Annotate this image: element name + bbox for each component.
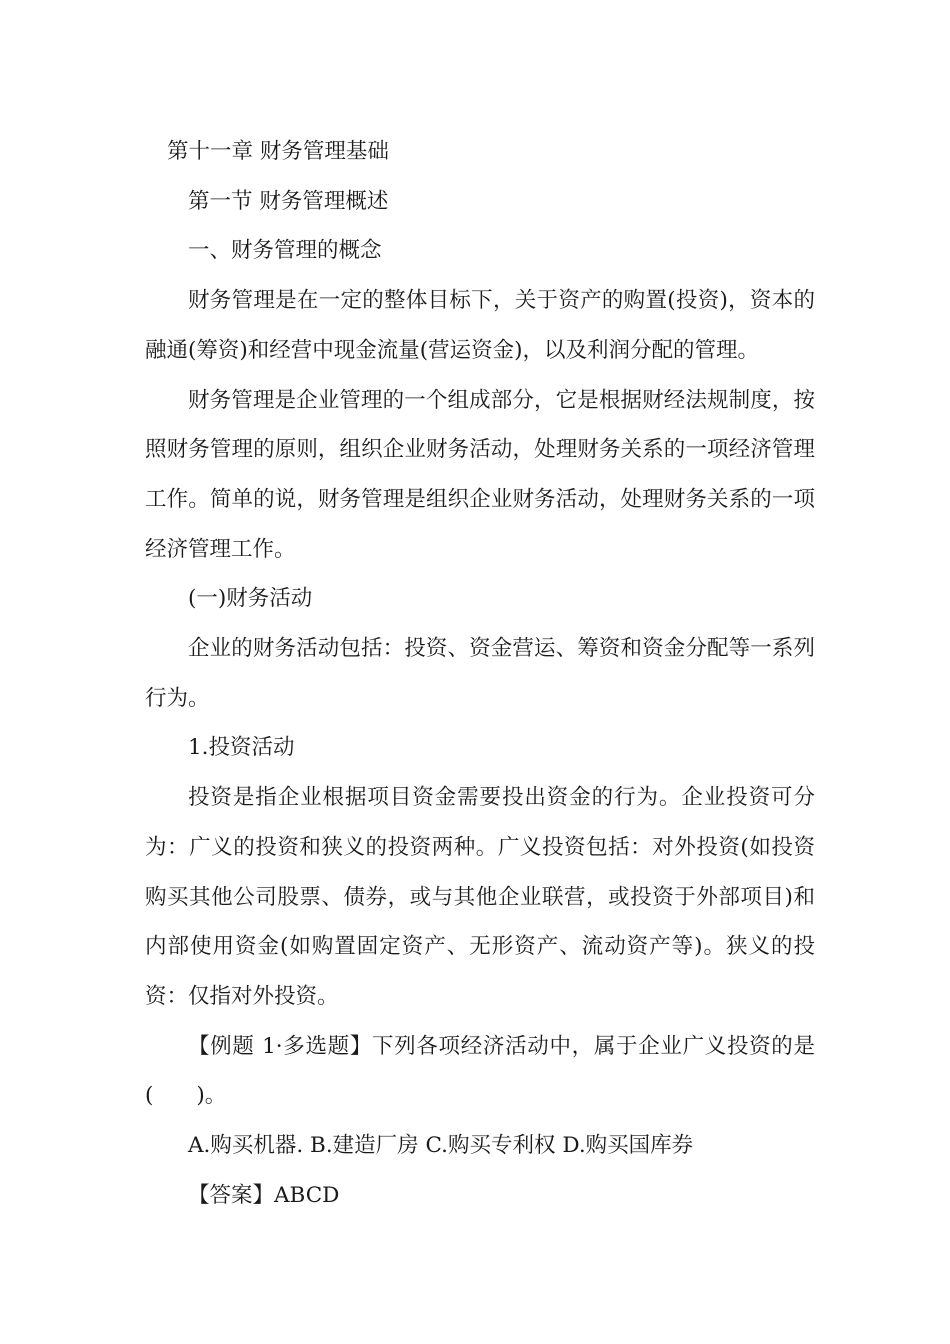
document-body xyxy=(145,127,815,1220)
sub-heading: (一)财务活动 xyxy=(188,586,313,612)
example-question: 【例题 1·多选题】下列各项经济活动中，属于企业广义投资的是( )。 xyxy=(145,1033,815,1109)
body-paragraph: 财务管理是企业管理的一个组成部分，它是根据财经法规制度，按照财务管理的原则，组织企业财务活动，处理财务关系的一项经济管理工作。简单的说，财务管理是组织企业财务活动，处理财务关系的一项经济管理工作。 xyxy=(145,387,815,562)
body-paragraph: 企业的财务活动包括：投资、资金营运、筹资和资金分配等一系列行为。 xyxy=(145,636,815,711)
answer-text: 【答案】ABCD xyxy=(188,1182,340,1208)
body-paragraph: 财务管理是在一定的整体目标下，关于资产的购置(投资)，资本的融通(筹资)和经营中现金流量(营运资金)，以及利润分配的管理。 xyxy=(145,288,815,363)
chapter-title: 第十一章 财务管理基础 xyxy=(167,139,389,164)
section-title: 第一节 财务管理概述 xyxy=(188,188,389,214)
subsection-heading: 一、财务管理的概念 xyxy=(188,238,382,264)
answer-options: A.购买机器. B.建造厂房 C.购买专利权 D.购买国库券 xyxy=(188,1133,694,1159)
body-paragraph: 投资是指企业根据项目资金需要投出资金的行为。企业投资可分为：广义的投资和狭义的投资两种。广义投资包括：对外投资(如投资购买其他公司股票、债券，或与其他企业联营，或投资于外部项目)和内部使用资金(如购置固定资产、无形资产、流动资产等)。狭义的投资：仅指对外投资。 xyxy=(145,785,815,1009)
sub-heading: 1.投资活动 xyxy=(188,735,295,761)
